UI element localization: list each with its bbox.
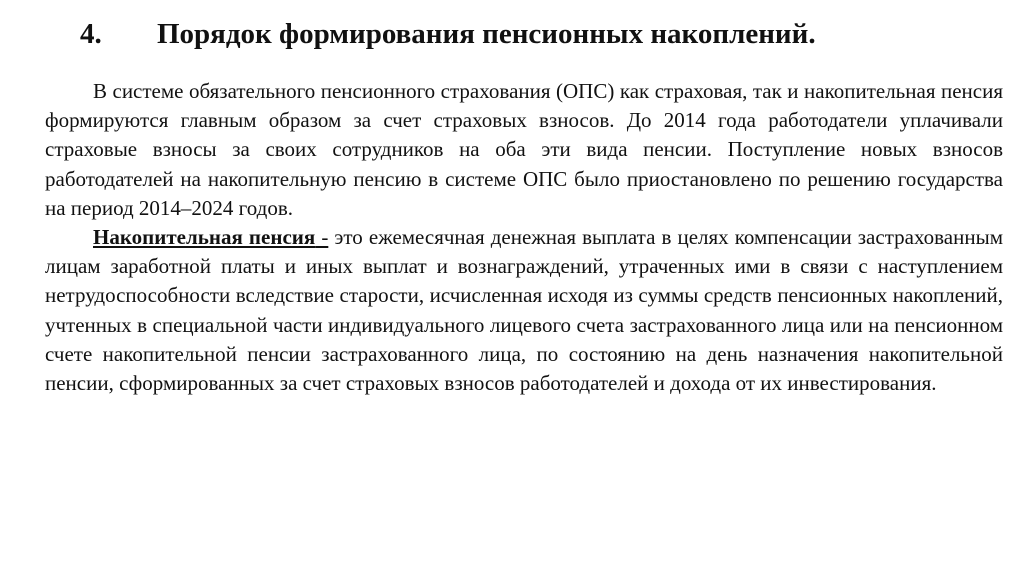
defined-term: Накопительная пенсия [93, 225, 316, 250]
term-separator: - [315, 225, 329, 250]
section-title: Порядок формирования пенсионных накоплений. [157, 18, 816, 50]
term-definition: это ежемесячная денежная выплата в целях компенсации застрахованным лицам заработной платы и иных выплат и вознаграждений, утраченных ими в связи с наступлением нетрудоспособности вследствие старости, исчисленная исходя из суммы средств пенсионных накоплений, учтенных в специальной части индивидуального лицевого счета застрахованного лица или на пенсионном счете накопительной пенсии застрахованного лица, по состоянию на день назначения накопительной пенсии, сформированных за счет страховых взносов работодателей и дохода от их инвестирования. [45, 225, 1003, 396]
section-number: 4. [80, 18, 102, 50]
paragraph-ops-overview: В системе обязательного пенсионного страхования (ОПС) как страховая, так и накопительная пенсия формируются главным образом за счет страховых взносов. До 2014 года работодатели уплачивали страховые взносы за своих сотрудников на оба эти вида пенсии. Поступление новых взносов работодателей на накопительную пенсию в системе ОПС было приостановлено по решению государства на период 2014–2024 годов. [45, 79, 1003, 220]
paragraph-definition [45, 223, 1003, 398]
section-heading [80, 14, 984, 54]
body-text [45, 77, 1003, 398]
